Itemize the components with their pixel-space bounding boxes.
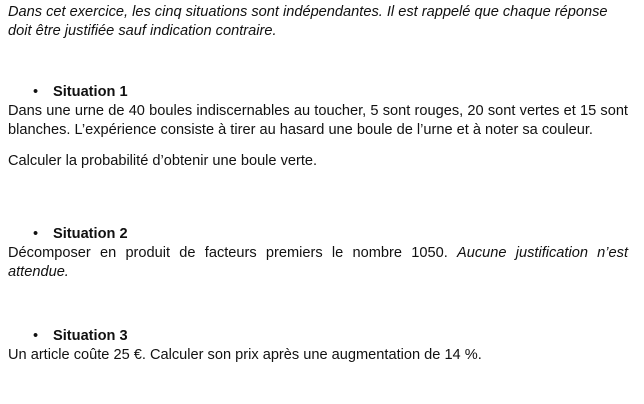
situation-3-title: Situation 3	[53, 328, 128, 344]
situation-3-text: Un article coûte 25 €. Calculer son prix après une augmentation de 14 %.	[8, 347, 482, 363]
situation-2-heading	[33, 225, 128, 244]
situation-2-note: Aucune justification n’est attendue.	[8, 245, 629, 280]
bullet-icon: •	[33, 328, 39, 344]
situation-2-text	[8, 244, 628, 282]
bullet-icon: •	[33, 226, 39, 242]
situation-1-heading	[33, 83, 128, 102]
situation-1-title: Situation 1	[53, 84, 128, 100]
situation-2-instruction: Décomposer en produit de facteurs premiers le nombre 1050.	[8, 245, 448, 261]
situation-1-question: Calculer la probabilité d’obtenir une boule verte.	[8, 153, 318, 169]
situation-3-heading	[33, 327, 128, 346]
situation-1-text: Dans une urne de 40 boules indiscernables au toucher, 5 sont rouges, 20 sont vertes et 15 sont blanches. L’expérience consiste à tirer au hasard une boule de l’urne et à noter sa couleur.	[8, 103, 628, 138]
bullet-icon: •	[33, 84, 39, 100]
situation-2-title: Situation 2	[53, 226, 128, 242]
intro-paragraph: Dans cet exercice, les cinq situations sont indépendantes. Il est rappelé que chaque réponse doit être justifiée sauf indication contraire.	[8, 4, 608, 39]
